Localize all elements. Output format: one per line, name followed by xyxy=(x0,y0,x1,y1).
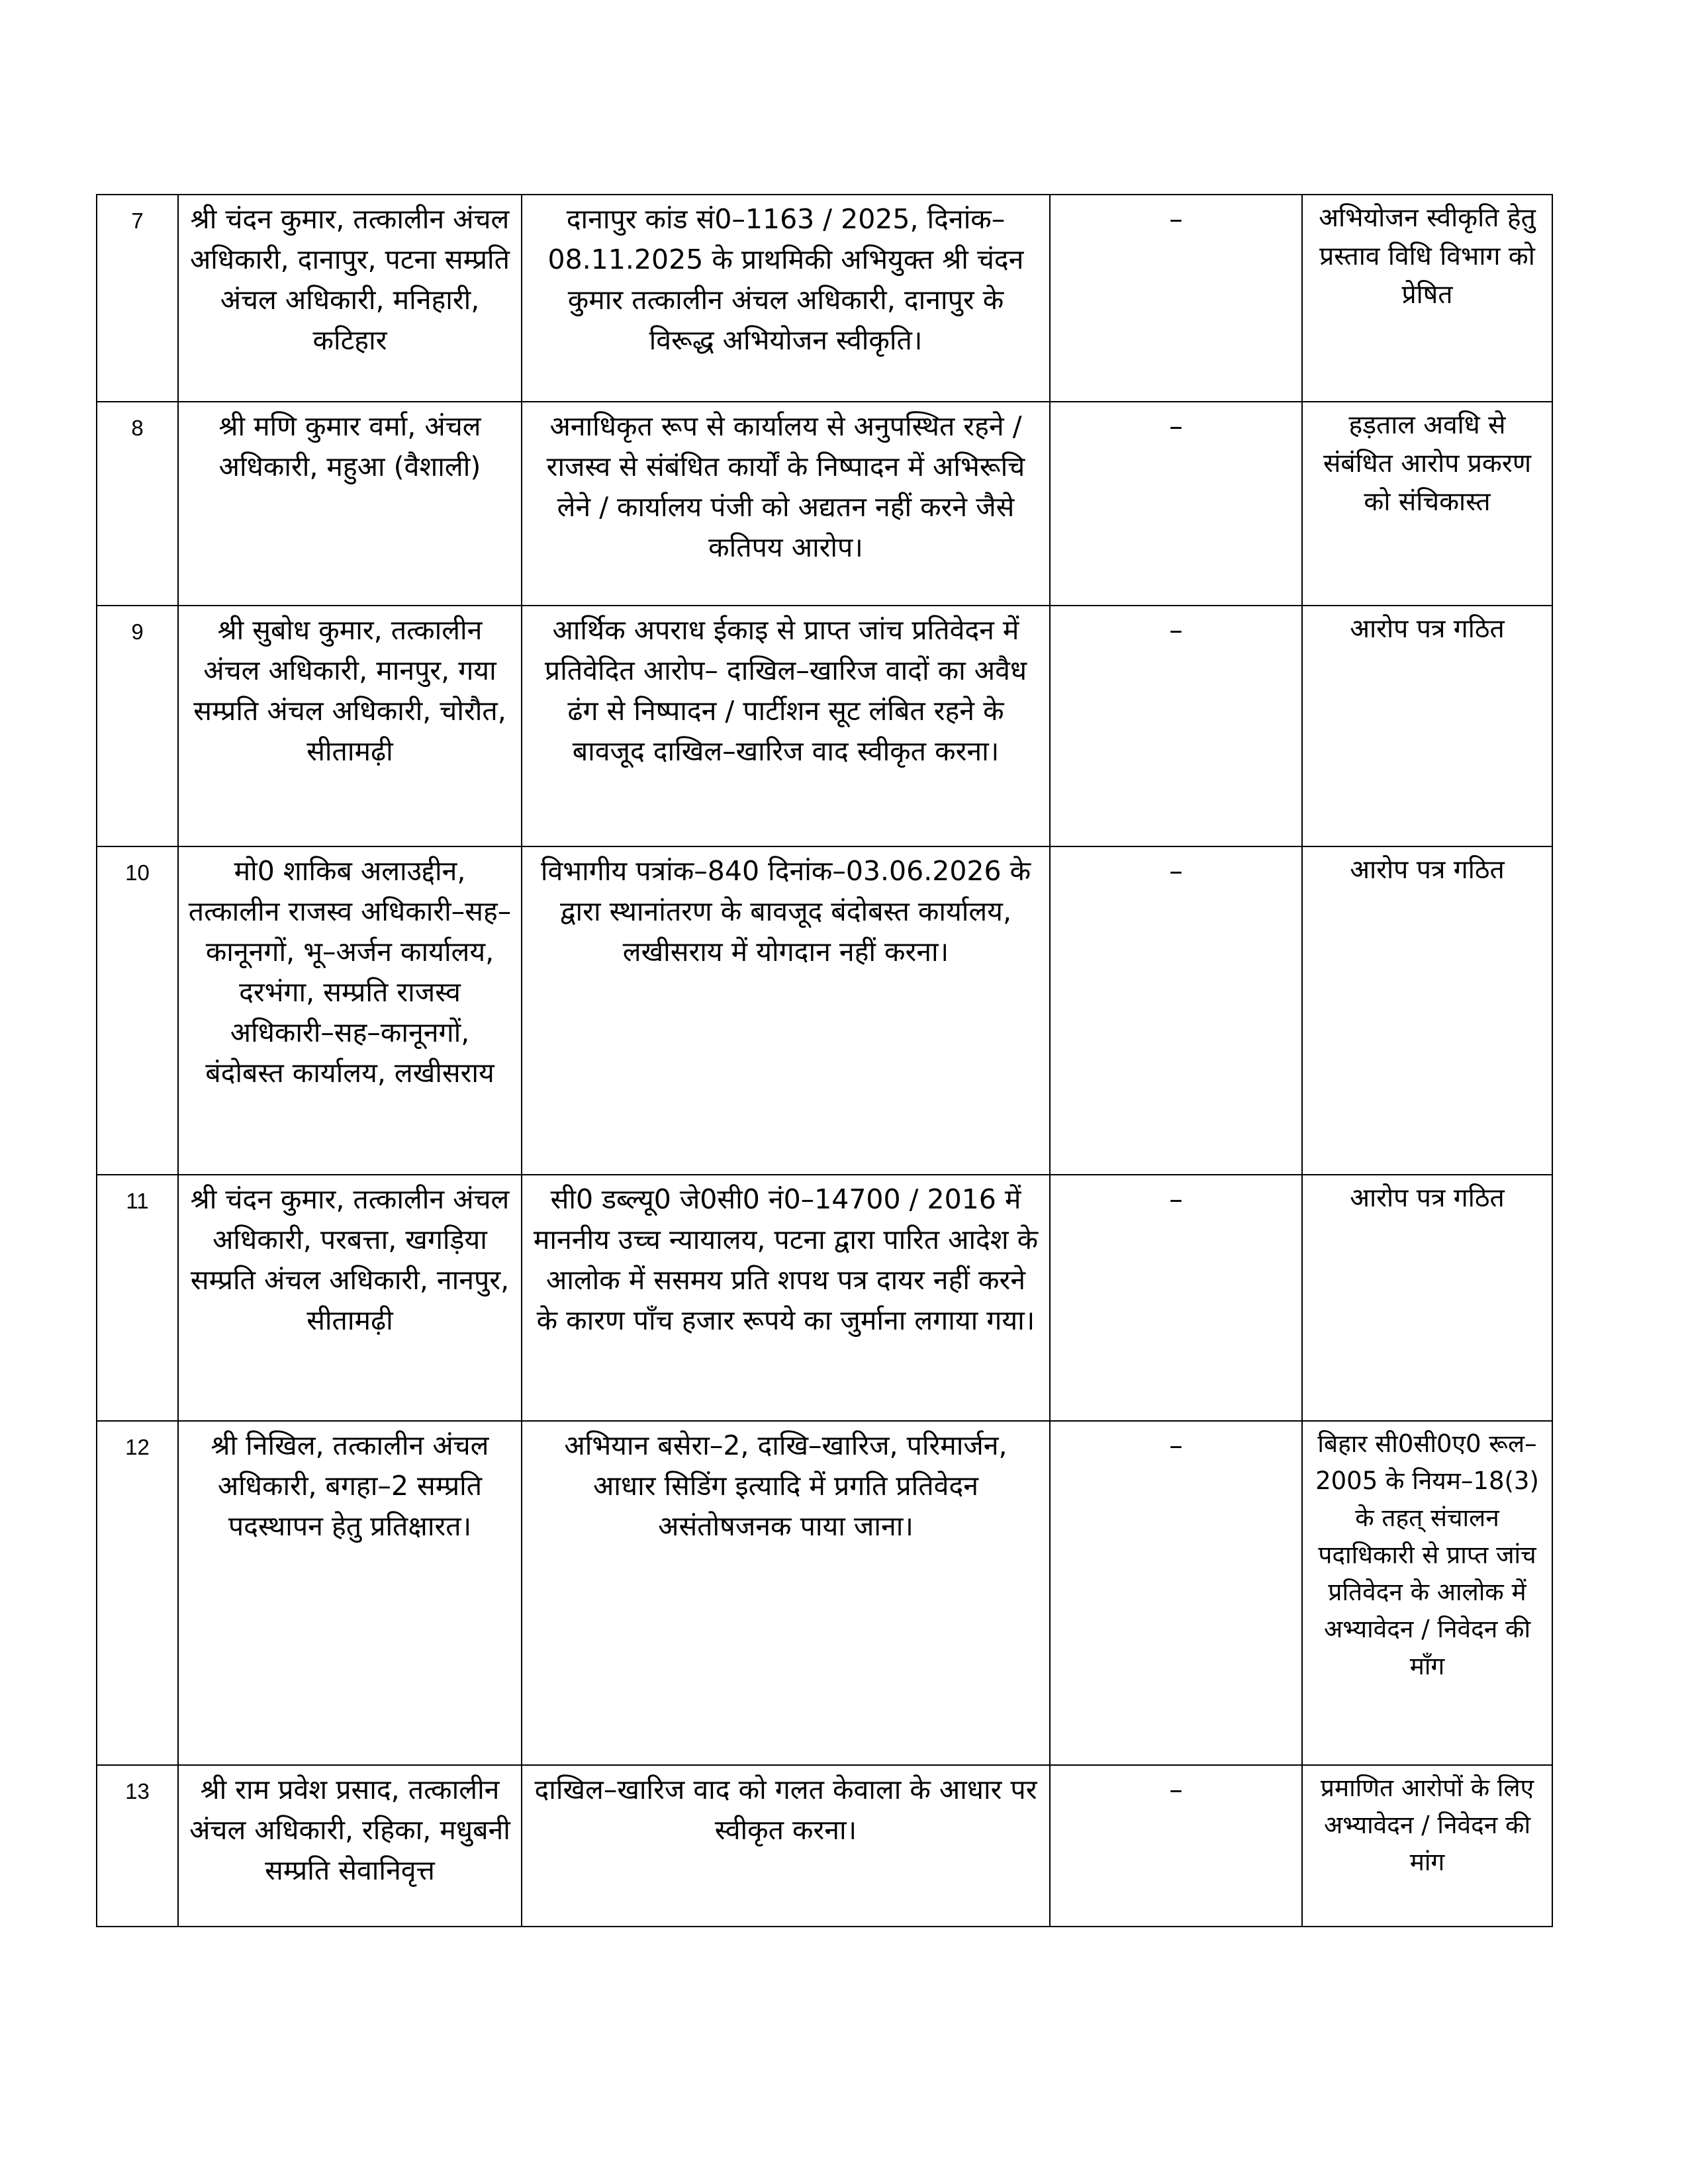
serial-number-cell: 10 xyxy=(97,846,178,1175)
officer-details-cell: श्री सुबोध कुमार, तत्कालीन अंचल अधिकारी, मानपुर, गया सम्प्रति अंचल अधिकारी, चोरौत, सीतामढ़ी xyxy=(178,606,522,846)
table-row xyxy=(97,402,1552,606)
blank-dash-cell: – xyxy=(1050,402,1302,606)
serial-number-cell: 13 xyxy=(97,1765,178,1927)
officer-details-cell: श्री मणि कुमार वर्मा, अंचल अधिकारी, महुआ (वैशाली) xyxy=(178,402,522,606)
remark-cell: आरोप पत्र गठित xyxy=(1302,606,1552,846)
remark-cell: अभियोजन स्वीकृति हेतु प्रस्ताव विधि विभाग को प्रेषित xyxy=(1302,195,1552,402)
officer-details-cell: श्री चंदन कुमार, तत्कालीन अंचल अधिकारी, परबत्ता, खगड़िया सम्प्रति अंचल अधिकारी, नानपुर, सीतामढ़ी xyxy=(178,1175,522,1421)
serial-number-cell: 11 xyxy=(97,1175,178,1421)
serial-number-cell: 12 xyxy=(97,1421,178,1765)
table-row xyxy=(97,1175,1552,1421)
blank-dash-cell: – xyxy=(1050,606,1302,846)
table-row xyxy=(97,195,1552,402)
remark-cell: प्रमाणित आरोपों के लिए अभ्यावेदन / निवेदन की मांग xyxy=(1302,1765,1552,1927)
charge-description-cell: अनाधिकृत रूप से कार्यालय से अनुपस्थित रहने / राजस्व से संबंधित कार्यों के निष्पादन में अभिरूचि लेने / कार्यालय पंजी को अद्यतन नहीं करने जैसे कतिपय आरोप। xyxy=(522,402,1050,606)
disciplinary-cases-table xyxy=(96,194,1553,1927)
remark-cell: आरोप पत्र गठित xyxy=(1302,1175,1552,1421)
table-row xyxy=(97,606,1552,846)
blank-dash-cell: – xyxy=(1050,846,1302,1175)
charge-description-cell: सी0 डब्ल्यू0 जे0सी0 नं0–14700 / 2016 में माननीय उच्च न्यायालय, पटना द्वारा पारित आदेश के आलोक में ससमय प्रति शपथ पत्र दायर नहीं करने के कारण पाँच हजार रूपये का जुर्माना लगाया गया। xyxy=(522,1175,1050,1421)
serial-number-cell: 9 xyxy=(97,606,178,846)
charge-description-cell: अभियान बसेरा–2, दाखि–खारिज, परिमार्जन, आधार सिडिंग इत्यादि में प्रगति प्रतिवेदन असंतोषजनक पाया जाना। xyxy=(522,1421,1050,1765)
table-row xyxy=(97,846,1552,1175)
officer-details-cell: मो0 शाकिब अलाउद्दीन, तत्कालीन राजस्व अधिकारी–सह–कानूनगों, भू–अर्जन कार्यालय, दरभंगा, सम्प्रति राजस्व अधिकारी–सह–कानूनगों, बंदोबस्त कार्यालय, लखीसराय xyxy=(178,846,522,1175)
blank-dash-cell: – xyxy=(1050,1421,1302,1765)
remark-cell: बिहार सी0सी0ए0 रूल–2005 के नियम–18(3) के तहत् संचालन पदाधिकारी से प्राप्त जांच प्रतिवेदन के आलोक में अभ्यावेदन / निवेदन की माँग xyxy=(1302,1421,1552,1765)
blank-dash-cell: – xyxy=(1050,195,1302,402)
charge-description-cell: दानापुर कांड सं0–1163 / 2025, दिनांक–08.11.2025 के प्राथमिकी अभियुक्त श्री चंदन कुमार तत्कालीन अंचल अधिकारी, दानापुर के विरूद्ध अभियोजन स्वीकृति। xyxy=(522,195,1050,402)
charge-description-cell: विभागीय पत्रांक–840 दिनांक–03.06.2026 के द्वारा स्थानांतरण के बावजूद बंदोबस्त कार्यालय, लखीसराय में योगदान नहीं करना। xyxy=(522,846,1050,1175)
remark-cell: आरोप पत्र गठित xyxy=(1302,846,1552,1175)
table-row xyxy=(97,1765,1552,1927)
officer-details-cell: श्री चंदन कुमार, तत्कालीन अंचल अधिकारी, दानापुर, पटना सम्प्रति अंचल अधिकारी, मनिहारी, कटिहार xyxy=(178,195,522,402)
blank-dash-cell: – xyxy=(1050,1765,1302,1927)
officer-details-cell: श्री निखिल, तत्कालीन अंचल अधिकारी, बगहा–2 सम्प्रति पदस्थापन हेतु प्रतिक्षारत। xyxy=(178,1421,522,1765)
serial-number-cell: 7 xyxy=(97,195,178,402)
serial-number-cell: 8 xyxy=(97,402,178,606)
blank-dash-cell: – xyxy=(1050,1175,1302,1421)
remark-cell: हड़ताल अवधि से संबंधित आरोप प्रकरण को संचिकास्त xyxy=(1302,402,1552,606)
charge-description-cell: आर्थिक अपराध ईकाइ से प्राप्त जांच प्रतिवेदन में प्रतिवेदित आरोप– दाखिल–खारिज वादों का अवैध ढंग से निष्पादन / पार्टीशन सूट लंबित रहने के बावजूद दाखिल–खारिज वाद स्वीकृत करना। xyxy=(522,606,1050,846)
table-row xyxy=(97,1421,1552,1765)
charge-description-cell: दाखिल–खारिज वाद को गलत केवाला के आधार पर स्वीकृत करना। xyxy=(522,1765,1050,1927)
officer-details-cell: श्री राम प्रवेश प्रसाद, तत्कालीन अंचल अधिकारी, रहिका, मधुबनी सम्प्रति सेवानिवृत्त xyxy=(178,1765,522,1927)
